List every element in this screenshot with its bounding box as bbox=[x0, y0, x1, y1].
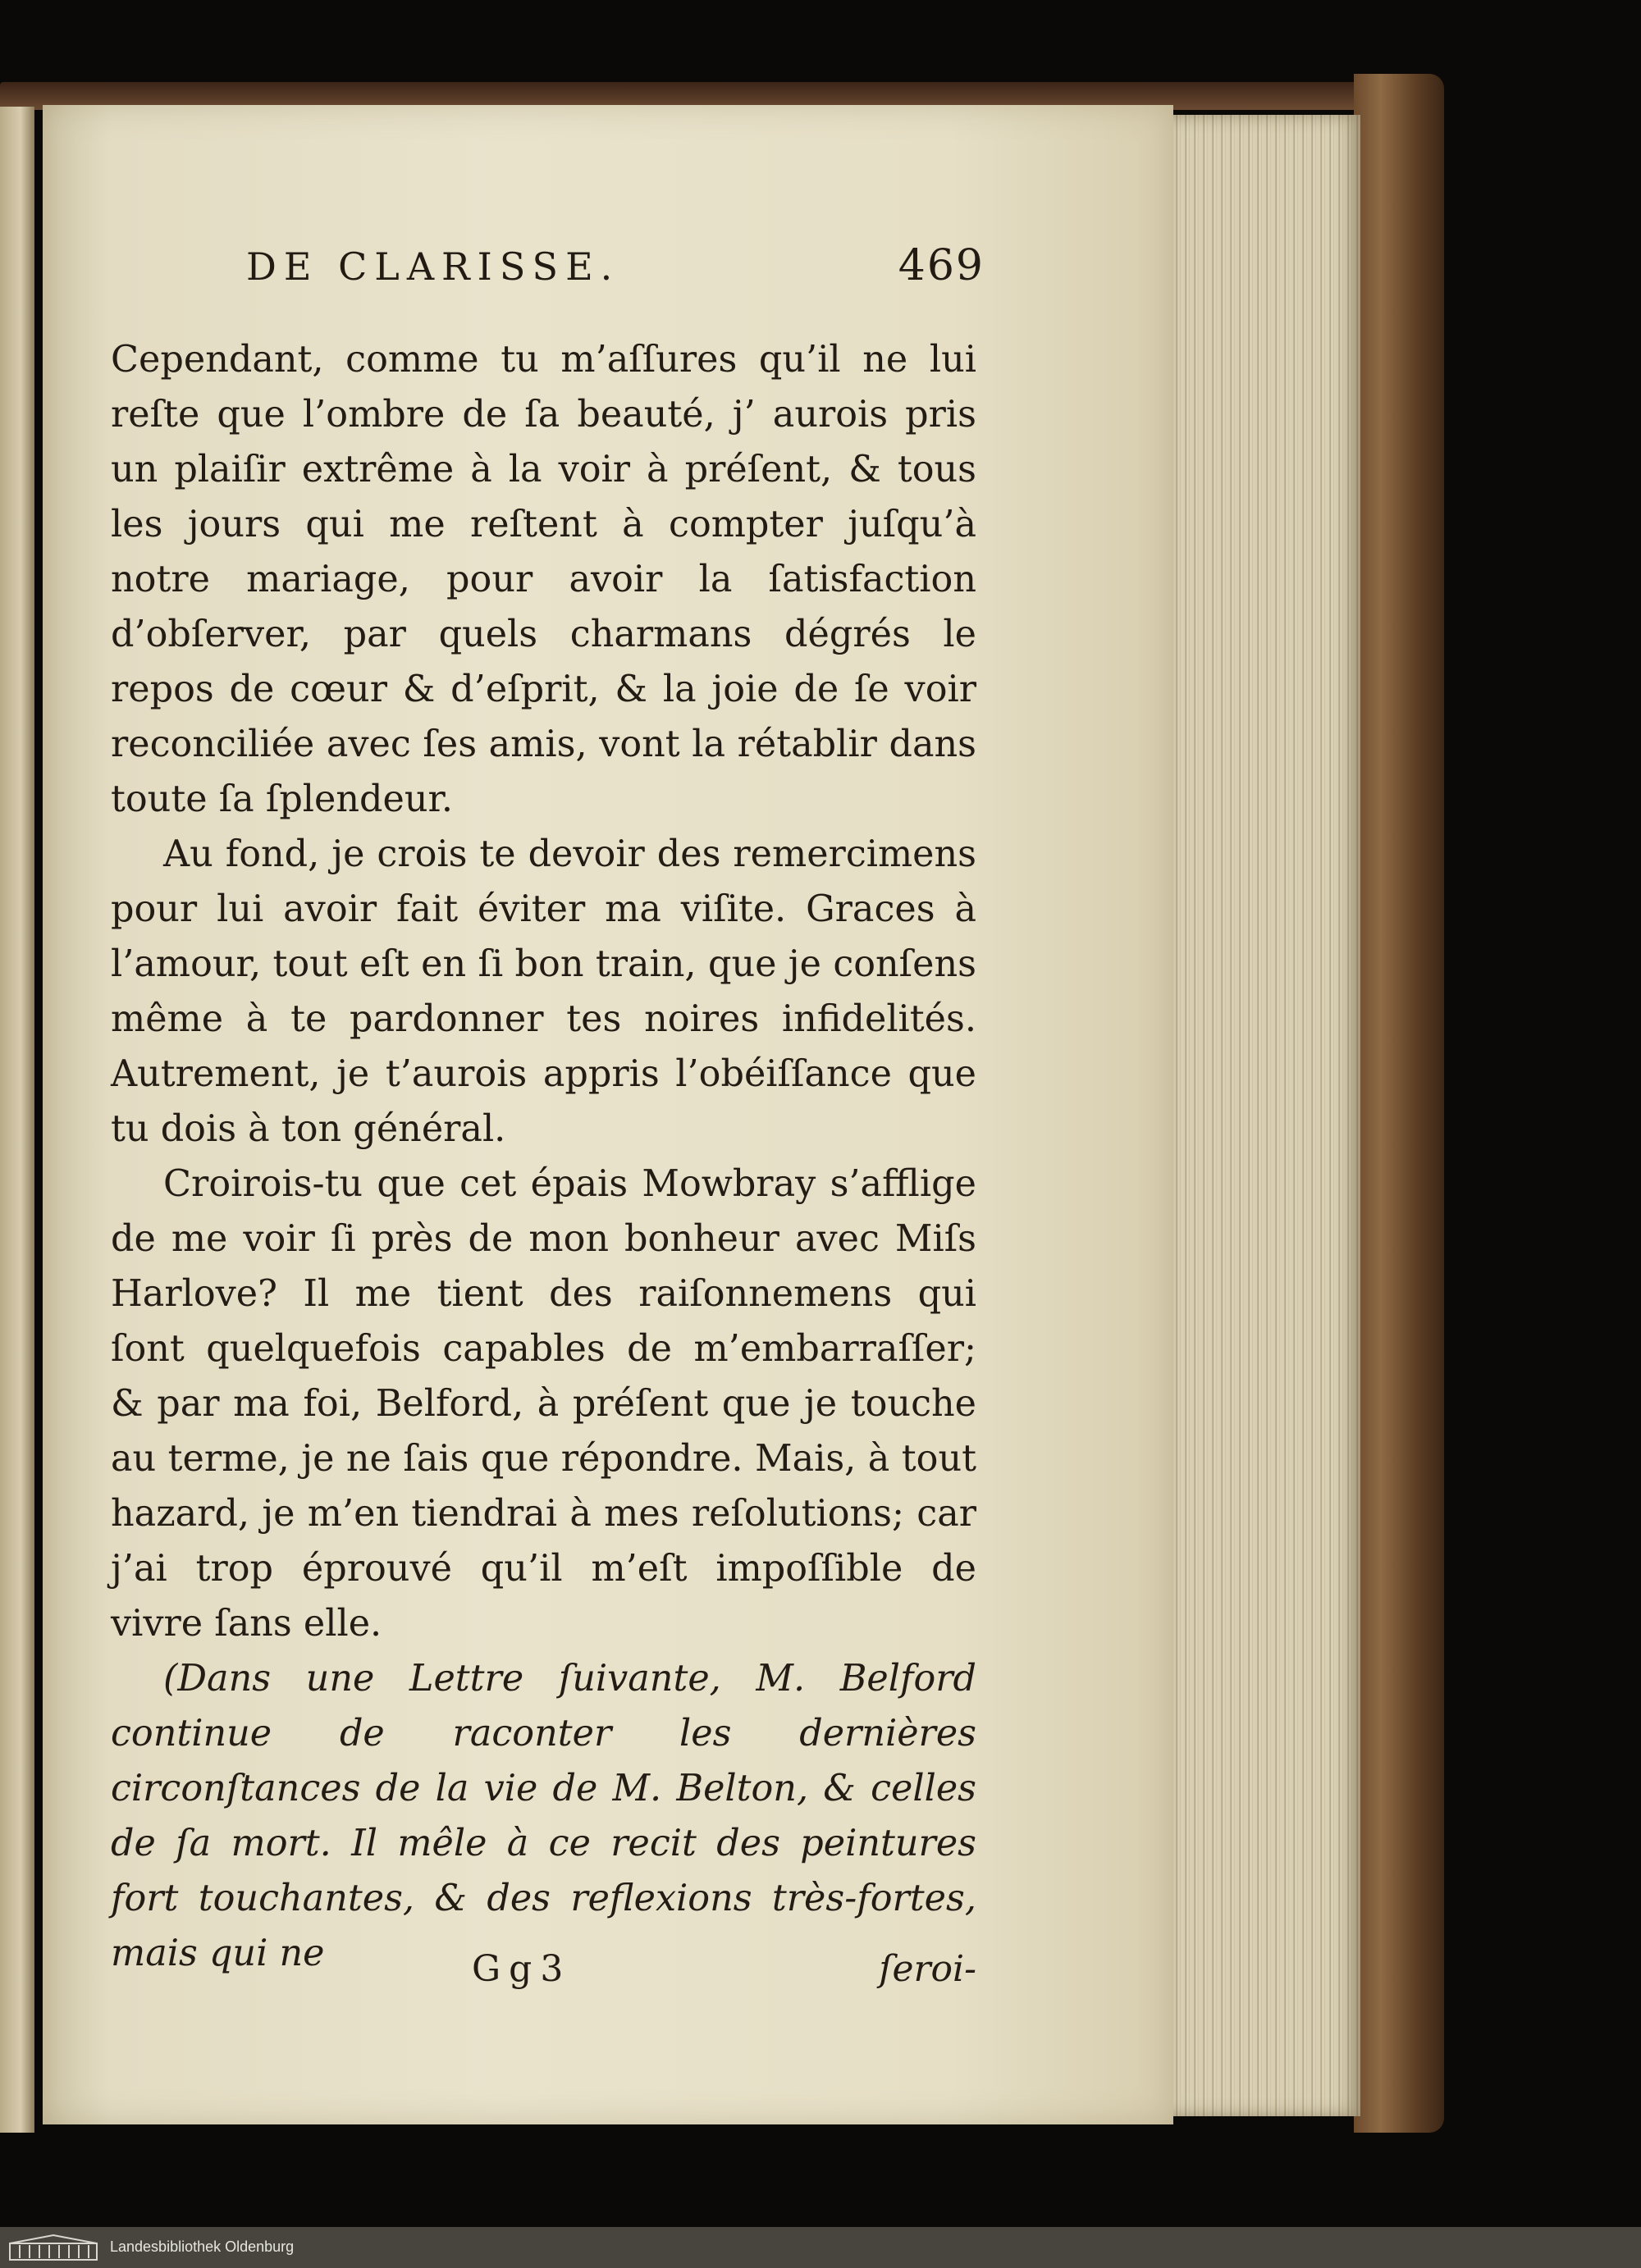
page-number: 469 bbox=[898, 241, 985, 290]
signature-mark: Gg3 bbox=[472, 1948, 572, 1990]
page-footer bbox=[111, 1948, 976, 1997]
running-title: DE CLARISSE. bbox=[246, 244, 620, 289]
facing-page-edge bbox=[0, 107, 34, 2133]
viewer-footer-bar bbox=[0, 2227, 1641, 2268]
paragraph-3: Croirois-tu que cet épais Mowbray s’afflige de me voir ſi près de mon bonheur avec Miſs Harlove? Il me tient des raiſonnemens qui ſont quelquefois capables de m’embarraſſer; & par ma foi, Belford, à préſent que je touche au terme, je ne ſais que répondre. Mais, à tout hazard, je m’en tiendrai à mes reſolutions; car j’ai trop éprouvé qu’il m’eſt impoſſible de vivre ſans elle. bbox=[111, 1163, 976, 1645]
paragraph-4-editorial-note: (Dans une Lettre ſuivante, M. Belford continue de raconter les dernières circonſtances de la vie de M. Belton, & celles de ſa mort. Il mêle à ce recit des peintures fort touchantes, & des reflexions très-fortes, mais qui ne bbox=[111, 1658, 976, 1974]
book-cover-spine bbox=[1354, 74, 1444, 2133]
page-edges bbox=[1172, 115, 1360, 2116]
paragraph-2: Au fond, je crois te devoir des remercimens pour lui avoir fait éviter ma viſite. Graces à l’amour, tout eſt en ſi bon train, que je conſens même à te pardonner tes noires infidelités. Autrement, je t’aurois appris l’obéiſſance que tu dois à ton général. bbox=[111, 833, 976, 1150]
paragraph-1: Cependant, comme tu m’aſſures qu’il ne lui reſte que l’ombre de ſa beauté, j’ aurois pris un plaiſir extrême à la voir à préſent, & tous les jours qui me reſtent à compter juſqu’à notre mariage, pour avoir la ſatisfaction d’obſerver, par quels charmans dégrés le repos de cœur & d’eſprit, & la joie de ſe voir reconciliée avec ſes amis, vont la rétablir dans toute ſa ſplendeur. bbox=[111, 339, 976, 820]
catchword: ſeroi- bbox=[879, 1948, 976, 1990]
page-body bbox=[111, 332, 976, 1981]
library-building-icon bbox=[8, 2234, 98, 2261]
library-name[interactable]: Landesbibliothek Oldenburg bbox=[110, 2238, 295, 2255]
page-header bbox=[246, 241, 985, 294]
